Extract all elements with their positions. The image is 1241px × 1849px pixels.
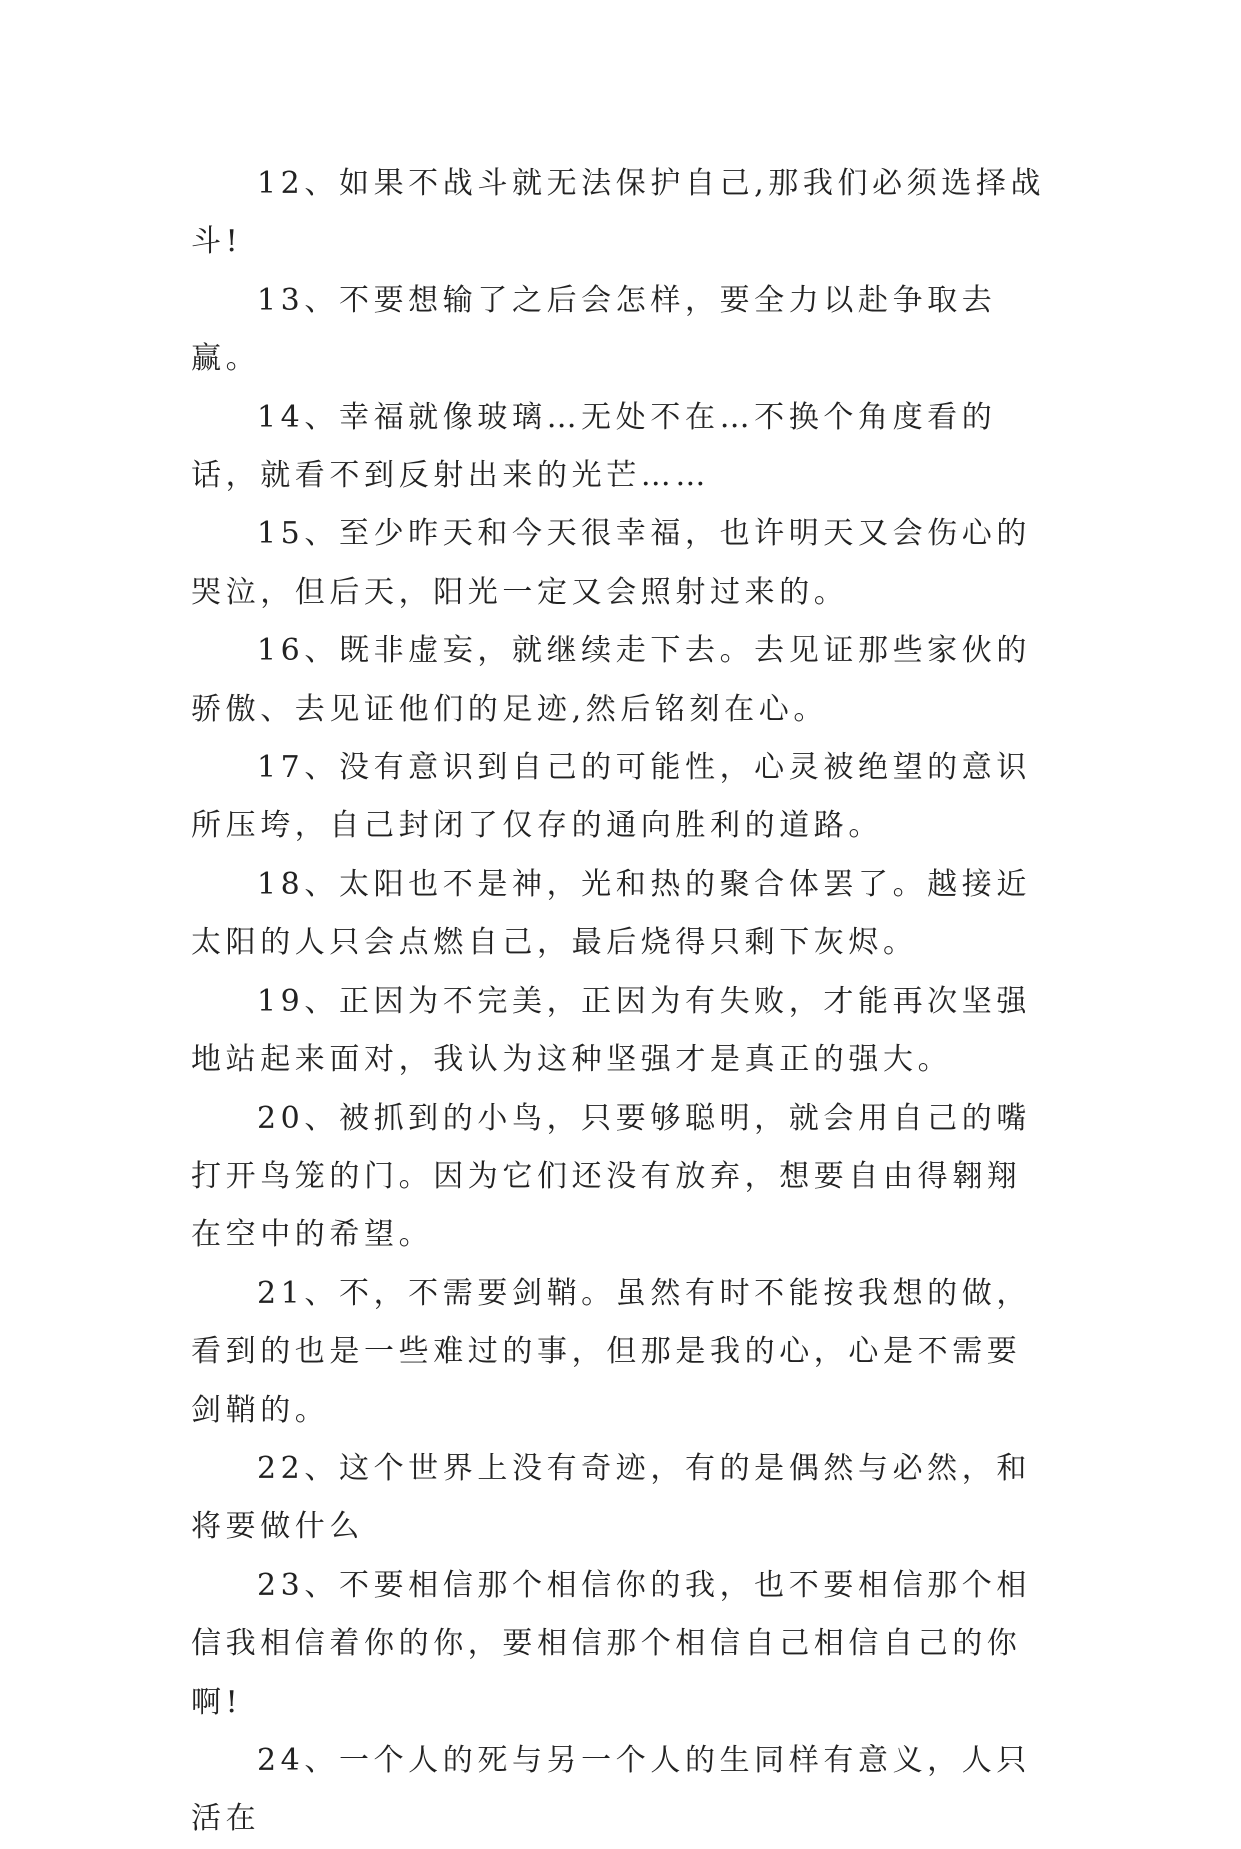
quote-paragraph: 12、如果不战斗就无法保护自己,那我们必须选择战斗!	[191, 166, 1046, 260]
quote-paragraph: 13、不要想输了之后会怎样，要全力以赴争取去赢。	[191, 282, 997, 377]
quote-paragraph: 16、既非虚妄，就继续走下去。去见证那些家伙的骄傲、去见证他们的足迹,然后铭刻在心。	[191, 633, 1031, 727]
quote-paragraph: 21、不，不需要剑鞘。虽然有时不能按我想的做，看到的也是一些难过的事，但那是我的心，心是不需要剑鞘的。	[191, 1275, 1031, 1428]
quote-paragraph: 24、一个人的死与另一个人的生同样有意义，人只活在	[191, 1742, 1031, 1837]
quote-paragraph: 14、幸福就像玻璃…无处不在…不换个角度看的话，就看不到反射出来的光芒……	[191, 399, 997, 494]
document-body	[191, 155, 1051, 1849]
quote-paragraph: 18、太阳也不是神，光和热的聚合体罢了。越接近太阳的人只会点燃自己，最后烧得只剩下灰烬。	[191, 866, 1031, 961]
quote-paragraph: 15、至少昨天和今天很幸福，也许明天又会伤心的哭泣，但后天，阳光一定又会照射过来的。	[191, 516, 1031, 610]
quote-paragraph: 20、被抓到的小鸟，只要够聪明，就会用自己的嘴打开鸟笼的门。因为它们还没有放弃，想要自由得翱翔在空中的希望。	[191, 1100, 1031, 1253]
quote-paragraph: 17、没有意识到自己的可能性，心灵被绝望的意识所压垮，自己封闭了仅存的通向胜利的道路。	[191, 750, 1031, 844]
quote-paragraph: 23、不要相信那个相信你的我，也不要相信那个相信我相信着你的你，要相信那个相信自己相信自己的你啊!	[191, 1567, 1031, 1720]
quote-paragraph: 22、这个世界上没有奇迹，有的是偶然与必然，和将要做什么	[191, 1450, 1031, 1545]
quote-paragraph: 19、正因为不完美，正因为有失败，才能再次坚强地站起来面对，我认为这种坚强才是真正的强大。	[191, 983, 1031, 1078]
